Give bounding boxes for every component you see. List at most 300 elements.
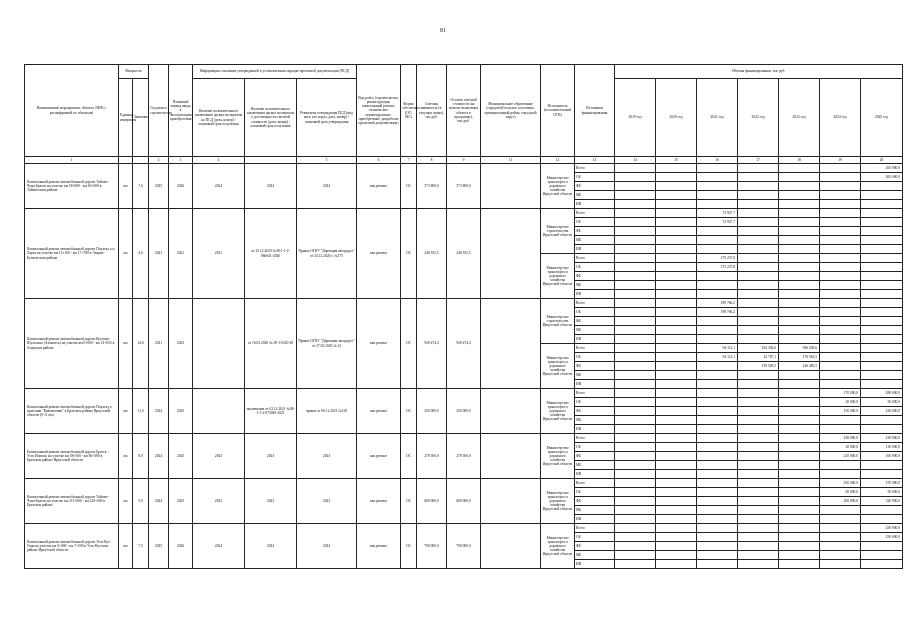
funding-value: 94 112,1 (697, 344, 738, 353)
object-expert-conclusion (193, 299, 245, 389)
funding-value (861, 335, 903, 344)
funding-value: 50 000,0 (820, 488, 861, 497)
object-property-form: ОС (401, 479, 417, 524)
funding-source: Всего (575, 524, 615, 533)
object-remaining-cost: 573 800,0 (447, 164, 481, 209)
executor-cell: Министерство строительства Иркутской области (541, 299, 575, 344)
header-year-2020: 2020 год (656, 79, 697, 157)
funding-value: 189 766,2 (697, 299, 738, 308)
object-value: 4,6 (133, 209, 149, 299)
funding-source: Всего (575, 479, 615, 488)
funding-value (820, 254, 861, 263)
object-work-type: кап.ремонт (357, 209, 401, 299)
funding-value (697, 524, 738, 533)
funding-value (615, 488, 656, 497)
executor-cell: Министерство транспорта и дорожного хозяйства Иркутской области (541, 524, 575, 569)
funding-source: ИИ (575, 560, 615, 569)
object-expert-conclusion: 2023 (193, 434, 245, 479)
funding-value (656, 164, 697, 173)
funding-value (861, 560, 903, 569)
funding-value (615, 290, 656, 299)
object-municipality (481, 389, 541, 434)
funding-value (779, 398, 820, 407)
funding-value (615, 461, 656, 470)
funding-value (779, 542, 820, 551)
funding-value (820, 191, 861, 200)
object-remaining-cost: 450 000,0 (447, 389, 481, 434)
funding-value (779, 182, 820, 191)
funding-value (779, 272, 820, 281)
funding-value (656, 470, 697, 479)
object-estimated-cost: 790 000,0 (417, 524, 447, 569)
funding-value: 94 112,1 (697, 353, 738, 362)
funding-value: 230 000,0 (861, 434, 903, 443)
column-number: 15 (656, 157, 697, 164)
funding-value (861, 380, 903, 389)
object-unit: км (119, 389, 133, 434)
funding-source: ФБ (575, 362, 615, 371)
object-reliability-conclusion: заключение от 02.12.2021 №38-1-1-2-073065-2021 (245, 389, 297, 434)
object-unit: км (119, 434, 133, 479)
funding-value (738, 560, 779, 569)
column-number: 16 (697, 157, 738, 164)
column-number: 5 (297, 157, 357, 164)
funding-value (738, 245, 779, 254)
funding-value (615, 209, 656, 218)
funding-value (615, 542, 656, 551)
object-approval-details: 2023 (297, 434, 357, 479)
funding-source: МБ (575, 551, 615, 560)
funding-source: ОБ (575, 488, 615, 497)
object-work-type: кап.ремонт (357, 524, 401, 569)
funding-value (861, 245, 903, 254)
funding-value (615, 470, 656, 479)
funding-value (615, 281, 656, 290)
funding-source: ФБ (575, 227, 615, 236)
funding-value (615, 416, 656, 425)
funding-value (615, 479, 656, 488)
header-capacity: Мощность (119, 65, 149, 79)
funding-value (697, 245, 738, 254)
object-start-year: 2025 (149, 164, 169, 209)
header-remaining-cost: Остаток сметной стоимости (на момент включения объекта в программу), тыс.руб. (447, 65, 481, 157)
header-year-2021: 2021 год (697, 79, 738, 157)
header-estimated-cost: Сметная стоимость (в текущих ценах), тыс.руб. (417, 65, 447, 157)
funding-value (615, 407, 656, 416)
funding-value (861, 299, 903, 308)
funding-value (697, 398, 738, 407)
funding-value (656, 434, 697, 443)
header-unit: Единица измерения (119, 79, 133, 157)
funding-value (738, 236, 779, 245)
funding-value: 22 787,1 (738, 353, 779, 362)
object-start-year: 2021 (149, 209, 169, 299)
funding-value (820, 353, 861, 362)
funding-value (738, 470, 779, 479)
funding-value (861, 263, 903, 272)
funding-value (656, 533, 697, 542)
funding-value (861, 551, 903, 560)
funding-value (779, 533, 820, 542)
object-name: Капитальный ремонт автомобильной дороги Усть-Кут-Уоян на участке км 0+000 - км 7+500 в Усть-Кутском районе Иркутской области (25, 524, 119, 569)
funding-value (779, 173, 820, 182)
funding-value (697, 182, 738, 191)
funding-value (697, 173, 738, 182)
funding-value (738, 263, 779, 272)
header-property-form: Форма собственности (ОС/МС) (401, 65, 417, 157)
column-number: 11 (481, 157, 541, 164)
funding-value (738, 515, 779, 524)
object-reliability-conclusion: от 16.03.2020 № 38-1-0320-20 (245, 299, 297, 389)
funding-value: 100 000,0 (861, 452, 903, 461)
funding-source: ФБ (575, 272, 615, 281)
object-municipality (481, 209, 541, 299)
funding-value (738, 164, 779, 173)
funding-value (820, 524, 861, 533)
funding-value: 200 000,0 (820, 497, 861, 506)
column-number: 17 (738, 157, 779, 164)
column-number: 9 (447, 157, 481, 164)
funding-value (656, 272, 697, 281)
funding-value (861, 317, 903, 326)
funding-value (738, 218, 779, 227)
funding-value: 20 000,0 (820, 398, 861, 407)
funding-value (779, 425, 820, 434)
funding-value (697, 335, 738, 344)
funding-value (615, 551, 656, 560)
object-expert-conclusion: 2024 (193, 164, 245, 209)
object-planned-period: 2026 (169, 164, 193, 209)
funding-value (697, 407, 738, 416)
funding-value (615, 533, 656, 542)
funding-value (820, 344, 861, 353)
funding-value (779, 443, 820, 452)
funding-value (738, 290, 779, 299)
funding-value (779, 434, 820, 443)
executor-cell: Министерство транспорта и дорожного хозяйства Иркутской области (541, 479, 575, 524)
header-year-2024: 2024 год (820, 79, 861, 157)
funding-value (615, 173, 656, 182)
object-name: Капитальный ремонт автомобильной дороги Тайшет-Чуна-Братск на участке км 58+000 - км 65+000 в Тайшетском районе (25, 164, 119, 209)
funding-value (697, 164, 738, 173)
object-estimated-cost: 450 000,0 (417, 389, 447, 434)
funding-value (779, 524, 820, 533)
column-number: 6 (357, 157, 401, 164)
funding-value (861, 506, 903, 515)
funding-value (615, 560, 656, 569)
table-row (25, 209, 903, 218)
funding-value (697, 560, 738, 569)
funding-value (779, 200, 820, 209)
funding-value (656, 407, 697, 416)
funding-value (738, 479, 779, 488)
object-planned-period: 2025 (169, 434, 193, 479)
funding-source: ИИ (575, 290, 615, 299)
funding-source: ИИ (575, 335, 615, 344)
funding-value (820, 218, 861, 227)
column-number: 14 (615, 157, 656, 164)
header-year-2022: 2022 год (738, 79, 779, 157)
object-property-form: ОС (401, 164, 417, 209)
funding-value (820, 515, 861, 524)
funding-value (738, 398, 779, 407)
funding-value (738, 506, 779, 515)
funding-value (779, 281, 820, 290)
funding-value (615, 272, 656, 281)
column-number: 13 (575, 157, 615, 164)
executor-cell: Министерство транспорта и дорожного хозяйства Иркутской области (541, 164, 575, 209)
funding-value (697, 326, 738, 335)
object-name: Капитальный ремонт автомобильной дороги Тайшет-Чуна-Братск на участке км 213+000 - км 220+000 в Братском районе (25, 479, 119, 524)
object-approval-details: 2024 (297, 164, 357, 209)
funding-value (779, 290, 820, 299)
funding-value (656, 173, 697, 182)
object-work-type: кап.ремонт (357, 434, 401, 479)
funding-value (738, 443, 779, 452)
funding-value (820, 173, 861, 182)
funding-source: ОБ (575, 308, 615, 317)
funding-value (656, 326, 697, 335)
object-expert-conclusion: 2023 (193, 479, 245, 524)
funding-source: ФБ (575, 542, 615, 551)
funding-value (779, 452, 820, 461)
funding-value (615, 344, 656, 353)
funding-value (820, 542, 861, 551)
funding-value (656, 353, 697, 362)
funding-value (697, 281, 738, 290)
funding-value (779, 317, 820, 326)
funding-value (861, 344, 903, 353)
object-work-type: кап.ремонт (357, 389, 401, 434)
funding-value: 250 000,0 (861, 524, 903, 533)
funding-value (656, 371, 697, 380)
object-name: Капитальный ремонт автомобильной дороги Кутулик-Шульгино (Аламатск) на участке км 0+000 - км 14+035 в Аларском районе (25, 299, 119, 389)
funding-value (615, 191, 656, 200)
object-value: 7,5 (133, 524, 149, 569)
funding-value (697, 380, 738, 389)
funding-value: 265 000,0 (861, 173, 903, 182)
header-year-2019: 2019 год (615, 79, 656, 157)
column-number (133, 157, 149, 164)
funding-value (738, 434, 779, 443)
funding-value: 170 063,5 (779, 353, 820, 362)
funding-value (738, 425, 779, 434)
funding-value (861, 353, 903, 362)
column-number: 12 (541, 157, 575, 164)
funding-value (861, 236, 903, 245)
funding-source: МБ (575, 371, 615, 380)
funding-value (861, 542, 903, 551)
funding-value (615, 371, 656, 380)
funding-value (656, 254, 697, 263)
funding-value (656, 182, 697, 191)
funding-value (861, 182, 903, 191)
funding-value (656, 344, 697, 353)
object-expert-conclusion: 2024 (193, 524, 245, 569)
funding-value (656, 236, 697, 245)
funding-value (820, 290, 861, 299)
funding-value (861, 416, 903, 425)
funding-value (656, 308, 697, 317)
header-executor: Исполнитель (исполнительный ОГВ) (541, 65, 575, 157)
funding-value (820, 335, 861, 344)
object-unit: км (119, 299, 133, 389)
object-value: 14,0 (133, 299, 149, 389)
funding-source: МБ (575, 281, 615, 290)
column-number: 1 (25, 157, 119, 164)
funding-value (779, 371, 820, 380)
column-number (119, 157, 133, 164)
funding-value (738, 191, 779, 200)
funding-value (697, 371, 738, 380)
funding-value (779, 479, 820, 488)
object-start-year: 2021 (149, 299, 169, 389)
funding-value (779, 335, 820, 344)
header-year-2023: 2023 год (779, 79, 820, 157)
funding-value (861, 191, 903, 200)
funding-value (861, 515, 903, 524)
funding-source: ИИ (575, 470, 615, 479)
executor-cell: Министерство транспорта и дорожного хозяйства Иркутской области (541, 434, 575, 479)
funding-value (738, 308, 779, 317)
object-reliability-conclusion: 2023 (245, 479, 297, 524)
funding-value (697, 551, 738, 560)
funding-value (820, 380, 861, 389)
funding-value (738, 326, 779, 335)
funding-value (738, 227, 779, 236)
object-value: 5,0 (133, 479, 149, 524)
object-expert-conclusion (193, 389, 245, 434)
object-unit: км (119, 209, 133, 299)
funding-value (738, 389, 779, 398)
funding-value (779, 560, 820, 569)
funding-value (615, 380, 656, 389)
funding-value (779, 218, 820, 227)
funding-value (861, 326, 903, 335)
funding-value (738, 182, 779, 191)
funding-value (697, 497, 738, 506)
funding-value (820, 533, 861, 542)
funding-source: Всего (575, 389, 615, 398)
object-planned-period: 2025 (169, 479, 193, 524)
funding-value: 238 000,0 (820, 434, 861, 443)
funding-value (779, 389, 820, 398)
object-remaining-cost: 790 000,0 (447, 524, 481, 569)
header-work-type: Вид работ (строительство, реконструкция, капитальный ремонт, техническое перевооружение, приобретение, разработка проектной документации) (357, 65, 401, 157)
funding-value (615, 164, 656, 173)
object-municipality (481, 479, 541, 524)
funding-value (697, 317, 738, 326)
funding-value (738, 452, 779, 461)
funding-source: МБ (575, 236, 615, 245)
column-number: 20 (861, 157, 903, 164)
funding-source: ОБ (575, 353, 615, 362)
column-number: 4 (193, 157, 245, 164)
funding-value: 170 000,0 (820, 389, 861, 398)
funding-value (615, 299, 656, 308)
funding-value: 250 000,0 (861, 533, 903, 542)
funding-value (615, 182, 656, 191)
funding-value: 50 000,0 (861, 398, 903, 407)
funding-value (738, 335, 779, 344)
header-year-2025: 2025 год (861, 79, 903, 157)
funding-value (738, 281, 779, 290)
funding-value: 250 000,0 (820, 479, 861, 488)
object-reliability-conclusion: 2024 (245, 524, 297, 569)
funding-value (697, 389, 738, 398)
object-approval-details: Приказ ОГКУ "Дирекция автодорог" от 24.12.2020 г. №175 (297, 209, 357, 299)
object-planned-period: 2021 (169, 209, 193, 299)
funding-value: 210 000,0 (820, 452, 861, 461)
object-name: Капитальный ремонт автомобильной дороги Подъезд к п. Харат на участке км 13+100 - км 17+700 в Эхирит-Булагатском районе (25, 209, 119, 299)
funding-source: МБ (575, 191, 615, 200)
funding-value (615, 200, 656, 209)
funding-value (615, 443, 656, 452)
funding-value (820, 227, 861, 236)
funding-value (738, 551, 779, 560)
header-municipality: Муниципальное образование (городской/сельское поселение, муниципальный район, городской округ) (481, 65, 541, 157)
column-number: 19 (820, 157, 861, 164)
object-start-year: 2024 (149, 479, 169, 524)
funding-value: 280 000,0 (861, 389, 903, 398)
funding-value (738, 497, 779, 506)
object-remaining-cost: 248 165,5 (447, 209, 481, 299)
header-expert-conclusion: Наличие положительного заключения органа экспертизы на ПСД (дата, номер) / плановый срок получения (193, 79, 245, 157)
funding-value (738, 209, 779, 218)
funding-value (656, 560, 697, 569)
funding-value (615, 326, 656, 335)
funding-source: ФБ (575, 452, 615, 461)
funding-value (779, 515, 820, 524)
funding-value (697, 200, 738, 209)
funding-source: ФБ (575, 407, 615, 416)
executor-cell: Министерство транспорта и дорожного хозяйства Иркутской области (541, 344, 575, 389)
funding-value (861, 272, 903, 281)
funding-value (656, 389, 697, 398)
funding-value (656, 299, 697, 308)
funding-source: Всего (575, 434, 615, 443)
funding-value (738, 254, 779, 263)
executor-cell: Министерство транспорта и дорожного хозяйства Иркутской области (541, 254, 575, 299)
object-remaining-cost: 278 500,0 (447, 434, 481, 479)
funding-value (738, 461, 779, 470)
funding-value (697, 443, 738, 452)
object-planned-period: 2023 (169, 299, 193, 389)
funding-value (697, 488, 738, 497)
funding-source: Всего (575, 254, 615, 263)
object-unit: км (119, 524, 133, 569)
funding-value (779, 263, 820, 272)
object-property-form: ОС (401, 434, 417, 479)
funding-value: 150 000,0 (820, 407, 861, 416)
funding-value (861, 254, 903, 263)
funding-value (779, 461, 820, 470)
funding-value (697, 506, 738, 515)
funding-value (656, 443, 697, 452)
funding-source: ИИ (575, 380, 615, 389)
object-estimated-cost: 573 800,0 (417, 164, 447, 209)
funding-value (656, 218, 697, 227)
funding-value: 139 549,5 (738, 362, 779, 371)
object-value: 7,6 (133, 164, 149, 209)
funding-source: ОБ (575, 263, 615, 272)
table-row (25, 524, 903, 533)
funding-value (697, 272, 738, 281)
funding-value (697, 191, 738, 200)
object-start-year: 2025 (149, 524, 169, 569)
funding-source: ИИ (575, 200, 615, 209)
funding-value (615, 236, 656, 245)
